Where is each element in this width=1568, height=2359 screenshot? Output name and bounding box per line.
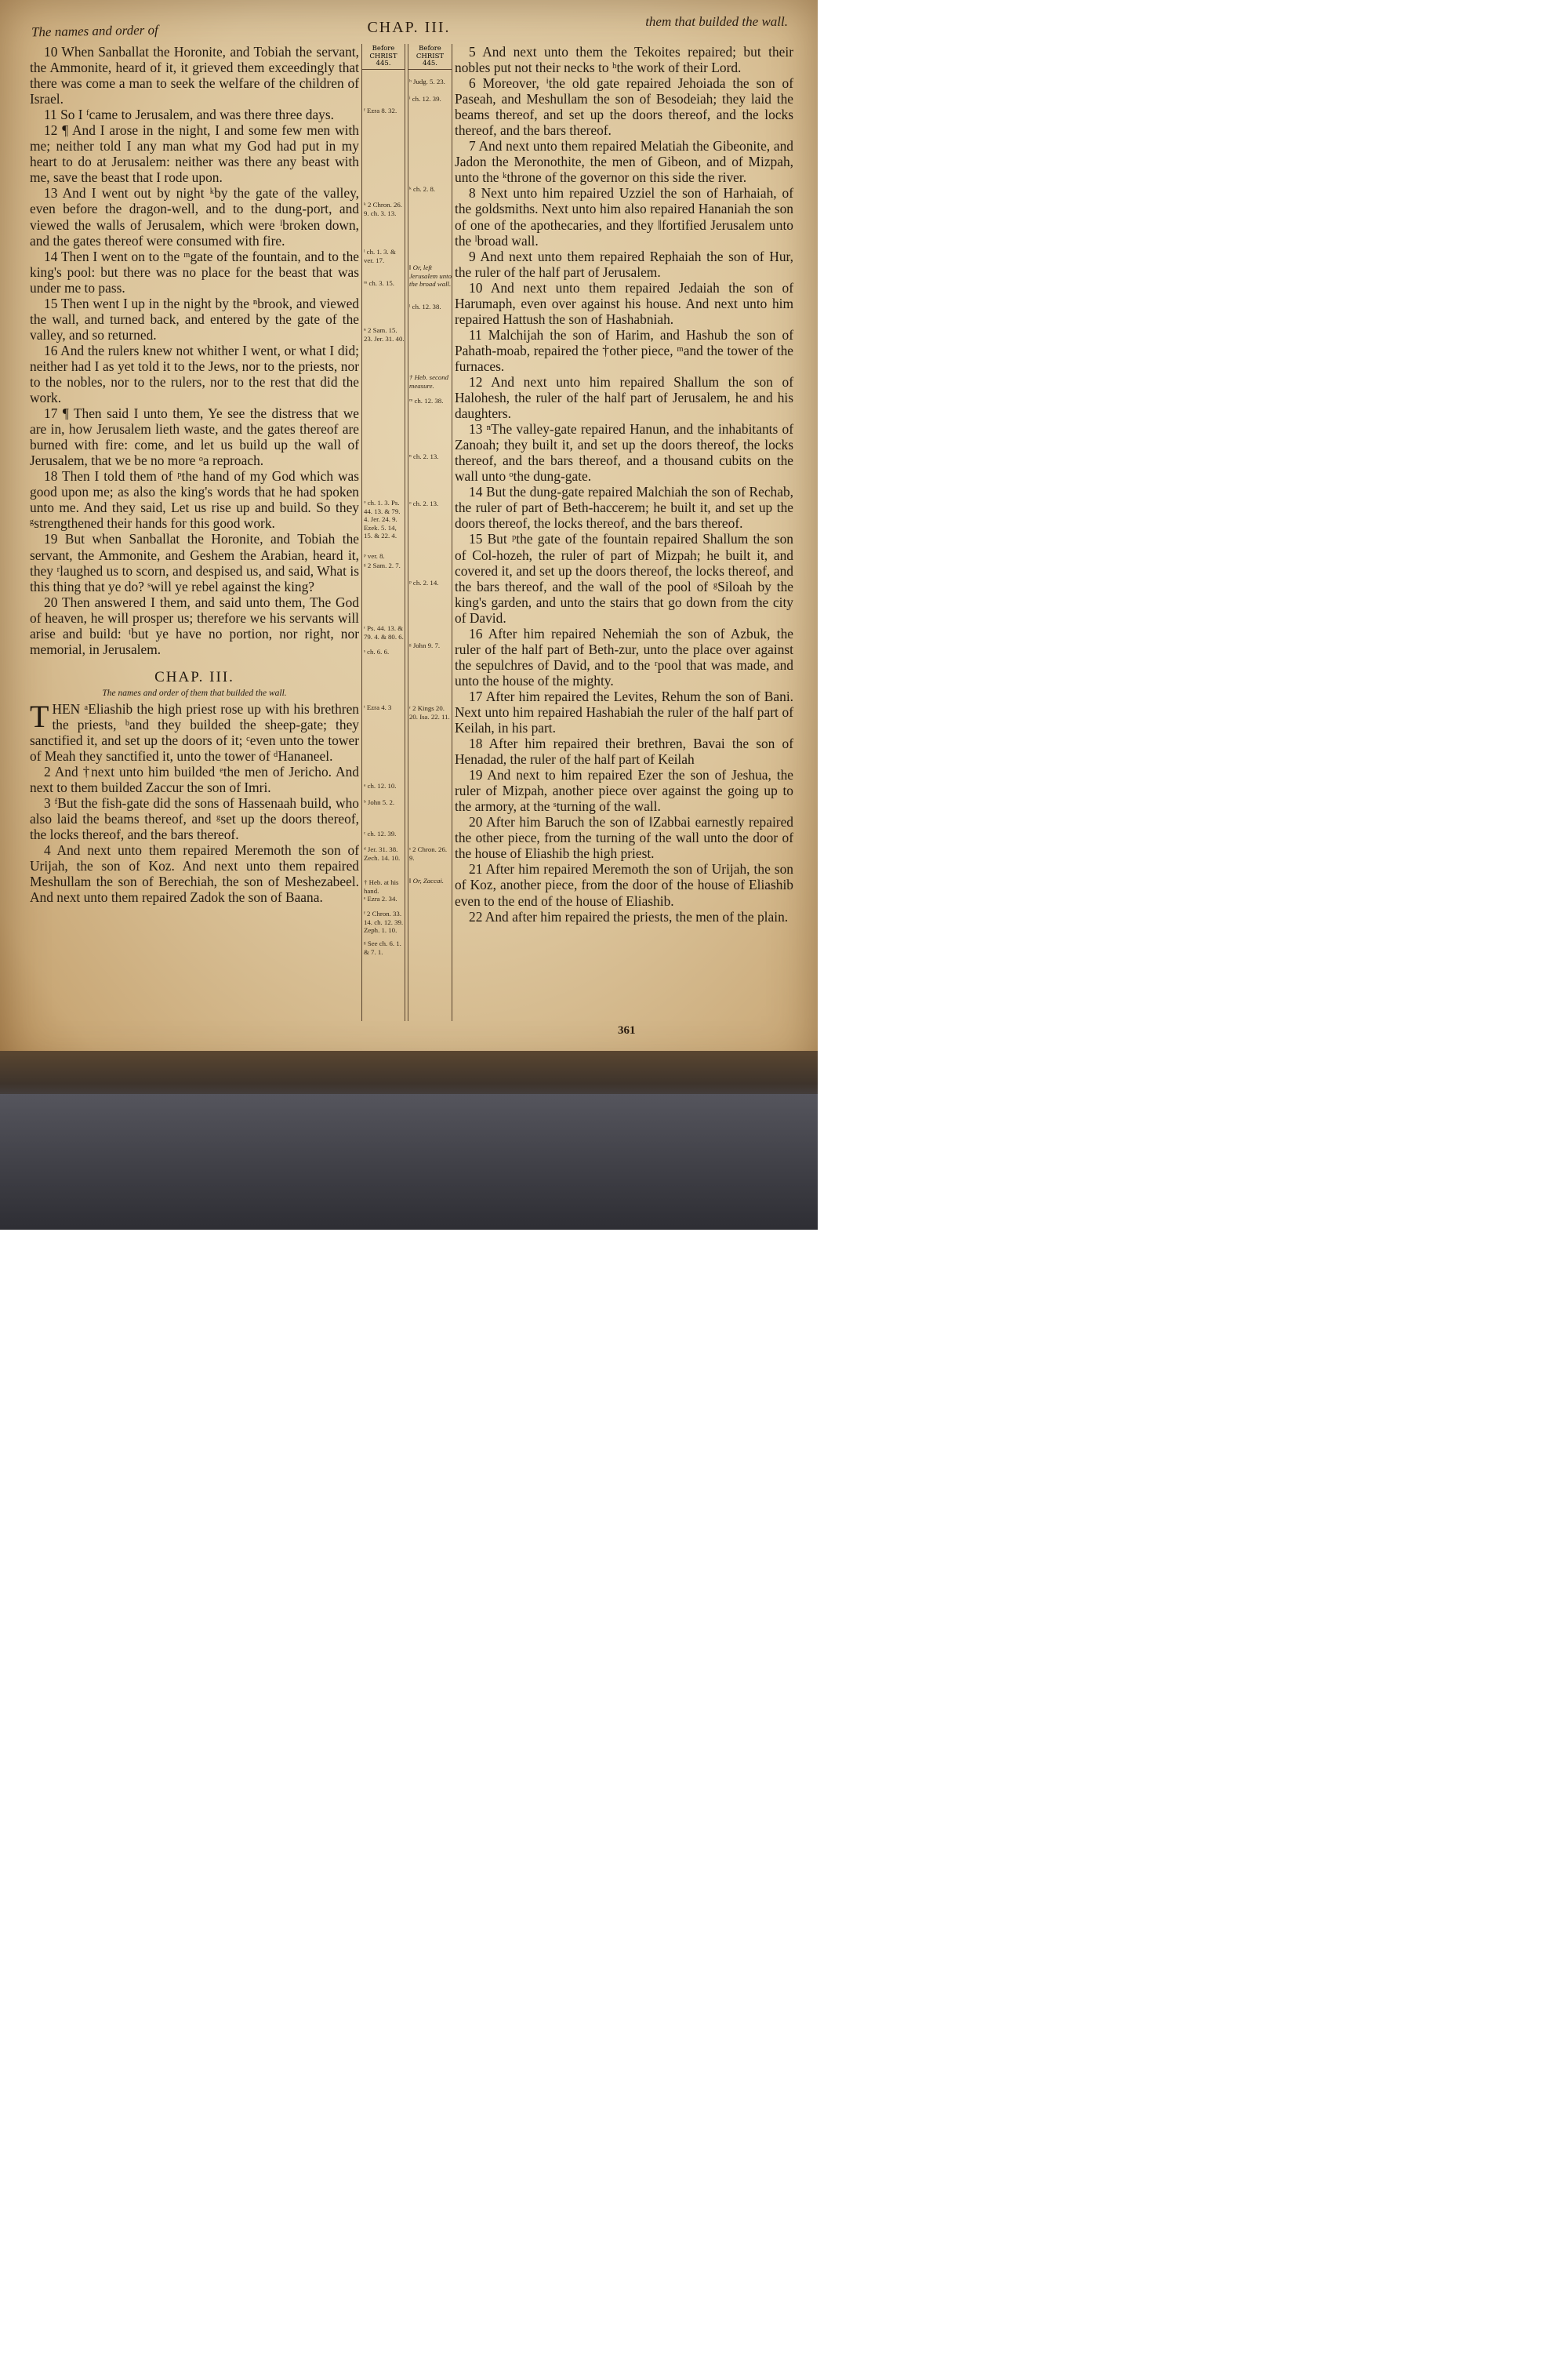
verse: 16 And the rulers knew not whither I went, or what I did; neither had I as yet told it to the Jews, nor to the priests, nor to the nobles, nor to the rulers, nor to the rest that did the work. (30, 342, 359, 406)
margin-ref: ᵈ Jer. 31. 38. Zech. 14. 10. (364, 845, 401, 862)
margin-ref: ˢ 2 Chron. 26. 9. (409, 845, 448, 862)
margin-ref: ˢ ch. 6. 6. (364, 648, 390, 656)
margin-ref: ˡ ch. 1. 3. & ver. 17. (364, 248, 396, 264)
verse: 2 And †next unto him builded ᵉthe men of Jericho. And next to them builded Zaccur the son of Imri. (30, 764, 359, 796)
margin-ref: ᵍ See ch. 6. 1. & 7. 1. (364, 940, 401, 956)
verse: 13 And I went out by night ᵏby the gate of the valley, even before the dragon-well, and to the dung-port, and viewed the walls of Jerusalem, which were ˡbroken down, and the gates thereof were consumed with fire. (30, 185, 359, 249)
margin-ref: ᵖ ch. 2. 14. (409, 579, 439, 587)
margin-ref: ⁿ 2 Sam. 15. 23. Jer. 31. 40. (364, 326, 405, 343)
running-head-center: CHAP. III. (367, 19, 451, 36)
verse: 20 After him Baruch the son of ‖Zabbai earnestly repaired the other piece, from the turning of the wall unto the door of the house of Eliashib the high priest. (455, 814, 793, 862)
margin-ref: ᶠ Ezra 8. 32. (364, 107, 397, 114)
chapter-summary: The names and order of them that builded the wall. (102, 688, 287, 698)
verse: 19 And next to him repaired Ezer the son of Jeshua, the ruler of Mizpah, another piece over against the going up to the armory, at the ˢturning of the wall. (455, 767, 793, 815)
verse: 14 But the dung-gate repaired Malchiah the son of Rechab, the ruler of part of Beth-haccerem; he built it, and set up the doors thereof, the locks thereof, and the bars thereof. (455, 484, 793, 532)
verse: 14 Then I went on to the ᵐgate of the fountain, and to the king's pool: but there was no place for the beast that was under me to pass. (30, 248, 359, 296)
rule-left-column (361, 44, 362, 1021)
margin-ref: ᵏ ch. 2. 8. (409, 185, 436, 193)
verse: 6 Moreover, ⁱthe old gate repaired Jehoiada the son of Paseah, and Meshullam the son of Besodeiah; they laid the beams thereof, and set up the doors thereof, and the locks thereof, and the bars thereof. (455, 75, 793, 139)
running-head-left: The names and order of (31, 22, 158, 40)
verse: 8 Next unto him repaired Uzziel the son of Harhaiah, of the goldsmiths. Next unto him also repaired Hananiah the son of one of the apothecaries, and they ‖fortified Jerusalem unto the ˡbroad wall. (455, 185, 793, 249)
running-head-right: them that builded the wall. (645, 14, 788, 29)
verse: 16 After him repaired Nehemiah the son of Azbuk, the ruler of the half part of Beth-zur, unto the place over against the sepulchres of David, and to the ʳpool that was made, and unto the house of the mighty. (455, 625, 793, 689)
margin-ref: ᵍ John 9. 7. (409, 642, 441, 649)
verse-first (30, 698, 359, 764)
verse: 12 And next unto him repaired Shallum the son of Halohesh, the ruler of the half part of Jerusalem, he and his daughters. (455, 373, 793, 422)
margin-header-left: Before CHRIST 445. (369, 45, 397, 67)
verse: 9 And next unto them repaired Rephaiah the son of Hur, the ruler of the half part of Jerusalem. (455, 248, 793, 280)
verse: 18 After him repaired their brethren, Bavai the son of Henadad, the ruler of the half part of Keilah (455, 736, 793, 768)
verse: 15 But ᵖthe gate of the fountain repaired Shallum the son of Col-hozeh, the ruler of part of Mizpah; he built it, and covered it, and set up the doors thereof, the locks thereof, and the bars thereof, and the wall of the pool of ᵍSiloah by the king's garden, and unto the stairs that go down from the city of David. (455, 531, 793, 626)
verse: 20 Then answered I them, and said unto them, The God of heaven, he will prosper us; therefore we his servants will arise and build: ᵗbut ye have no portion, nor right, nor memorial, in Jerusalem. (30, 594, 359, 657)
margin-ref: ˡ ch. 12. 38. (409, 303, 441, 311)
verse: 19 But when Sanballat the Horonite, and Tobiah the servant, the Ammonite, and Geshem the Arabian, heard it, they ʳlaughed us to scorn, and despised us, and said, What is this thing that ye do? ˢwill ye rebel against the king? (30, 531, 359, 594)
verse: 3 ᶠBut the fish-gate did the sons of Hassenaah build, who also laid the beams thereof, and ᵍset up the doors thereof, the locks thereof, and the bars thereof. (30, 795, 359, 843)
margin-ref: ᵖ ver. 8. (364, 552, 385, 560)
verse: 4 And next unto them repaired Meremoth the son of Urijah, the son of Koz. And next unto them repaired Meshullam the son of Berechiah, the son of Meshezabeel. And next unto them repaired Zadok the son of Baana. (30, 842, 359, 906)
margin-ref: ʰ Judg. 5. 23. (409, 78, 445, 85)
book-page (0, 0, 818, 1073)
table-surface (0, 1094, 818, 1230)
verse: 17 ¶ Then said I unto them, Ye see the distress that we are in, how Jerusalem lieth waste, and the gates thereof are burned with fire: come, and let us build up the wall of Jerusalem, that we be no more ᵒa reproach. (30, 405, 359, 469)
verse-text: HEN ᵃEliashib the high priest rose up with his brethren the priests, ᵇand they builded the sheep-gate; they sanctified it, and set up the doors of it; ᶜeven unto the tower of Meah they sanctified it, unto the tower of ᵈHananeel. (30, 700, 359, 764)
verse: 13 ⁿThe valley-gate repaired Hanun, and the inhabitants of Zanoah; they built it, and set up the doors thereof, the locks thereof, and the bars thereof, and a thousand cubits on the wall unto ᵒthe dung-gate. (455, 421, 793, 485)
rule-margin-header-b (408, 69, 452, 70)
margin-ref: ⁱ ch. 12. 39. (409, 95, 441, 103)
verse: 12 ¶ And I arose in the night, I and some few men with me; neither told I any man what my God had put in my heart to do at Jerusalem: neither was there any beast with me, save the beast that I rode upon. (30, 122, 359, 186)
rule-margin-header-a (362, 69, 405, 70)
margin-ref: ᵒ ch. 1. 3. Ps. 44. 13. & 79. 4. Jer. 24. 9. Ezek. 5. 14, 15. & 22. 4. (364, 499, 401, 540)
margin-ref: † Heb. second measure. (409, 373, 449, 390)
right-text-column (455, 44, 793, 925)
drop-cap: T (30, 698, 49, 734)
margin-ref: ᵇ John 5. 2. (364, 798, 395, 806)
margin-ref: ᶜ ch. 12. 39. (364, 830, 397, 838)
verse: 17 After him repaired the Levites, Rehum the son of Bani. Next unto him repaired Hashabiah the ruler of the half part of Keilah, in his part. (455, 688, 793, 736)
verse: 10 And next unto them repaired Jedaiah the son of Harumaph, even over against his house. And next unto him repaired Hattush the son of Hashabniah. (455, 279, 793, 327)
margin-ref: ᶠ 2 Chron. 33. 14. ch. 12. 39. Zeph. 1. 10. (364, 910, 404, 934)
margin-ref: ‖ Or, Zaccai. (409, 877, 445, 885)
margin-ref: ʳ 2 Kings 20. 20. Isa. 22. 11. (409, 704, 450, 721)
verse: 5 And next unto them the Tekoites repaired; but their nobles put not their necks to ʰthe work of their Lord. (455, 44, 793, 76)
verse: 11 Malchijah the son of Harim, and Hashub the son of Pahath-moab, repaired the †other piece, ᵐand the tower of the furnaces. (455, 326, 793, 374)
verse: 21 After him repaired Meremoth the son of Urijah, the son of Koz, another piece, from the door of the house of Eliashib even to the end of the house of Eliashib. (455, 861, 793, 909)
left-text-column (30, 44, 359, 905)
margin-ref: † Heb. at his hand. (364, 878, 399, 895)
margin-ref: ᵃ ch. 12. 10. (364, 782, 397, 790)
verse: 22 And after him repaired the priests, the men of the plain. (469, 908, 789, 925)
verse: 10 When Sanballat the Horonite, and Tobiah the servant, the Ammonite, heard of it, it grieved them exceedingly that there was come a man to seek the welfare of the children of Israel. (30, 44, 359, 107)
margin-ref: ʳ Ps. 44. 13. & 79. 4. & 80. 6. (364, 624, 404, 641)
chapter-heading: CHAP. III. (154, 668, 234, 685)
margin-ref: ⁿ ch. 2. 13. (409, 453, 439, 460)
verse: 7 And next unto them repaired Melatiah the Gibeonite, and Jadon the Meronothite, the men of Gibeon, and of Mizpah, unto the ᵏthrone of the governor on this side the river. (455, 138, 793, 186)
margin-ref: ᵒ ch. 2. 13. (409, 500, 439, 507)
verse: 11 So I ᶠcame to Jerusalem, and was there three days. (44, 107, 334, 123)
margin-ref: ᵐ ch. 3. 15. (364, 279, 394, 287)
margin-ref: ᵗ Ezra 4. 3 (364, 703, 392, 711)
margin-ref: ‖ Or, left Jerusalem unto the broad wall. (409, 264, 452, 288)
margin-ref: ᵉ Ezra 2. 34. (364, 895, 397, 903)
margin-header-right: Before CHRIST 445. (416, 45, 445, 67)
margin-ref: ᵐ ch. 12. 38. (409, 397, 444, 405)
margin-ref: ᵏ 2 Chron. 26. 9. ch. 3. 13. (364, 201, 402, 217)
margin-ref: ᵍ 2 Sam. 2. 7. (364, 562, 401, 569)
verse: 15 Then went I up in the night by the ⁿbrook, and viewed the wall, and turned back, and entered by the gate of the valley, and so returned. (30, 295, 359, 343)
verse: 18 Then I told them of ᵖthe hand of my God which was good upon me; as also the king's words that he had spoken unto me. And they said, Let us rise up and build. So they ᵍstrengthened their hands for this good work. (30, 468, 359, 532)
page-number: 361 (618, 1024, 636, 1037)
